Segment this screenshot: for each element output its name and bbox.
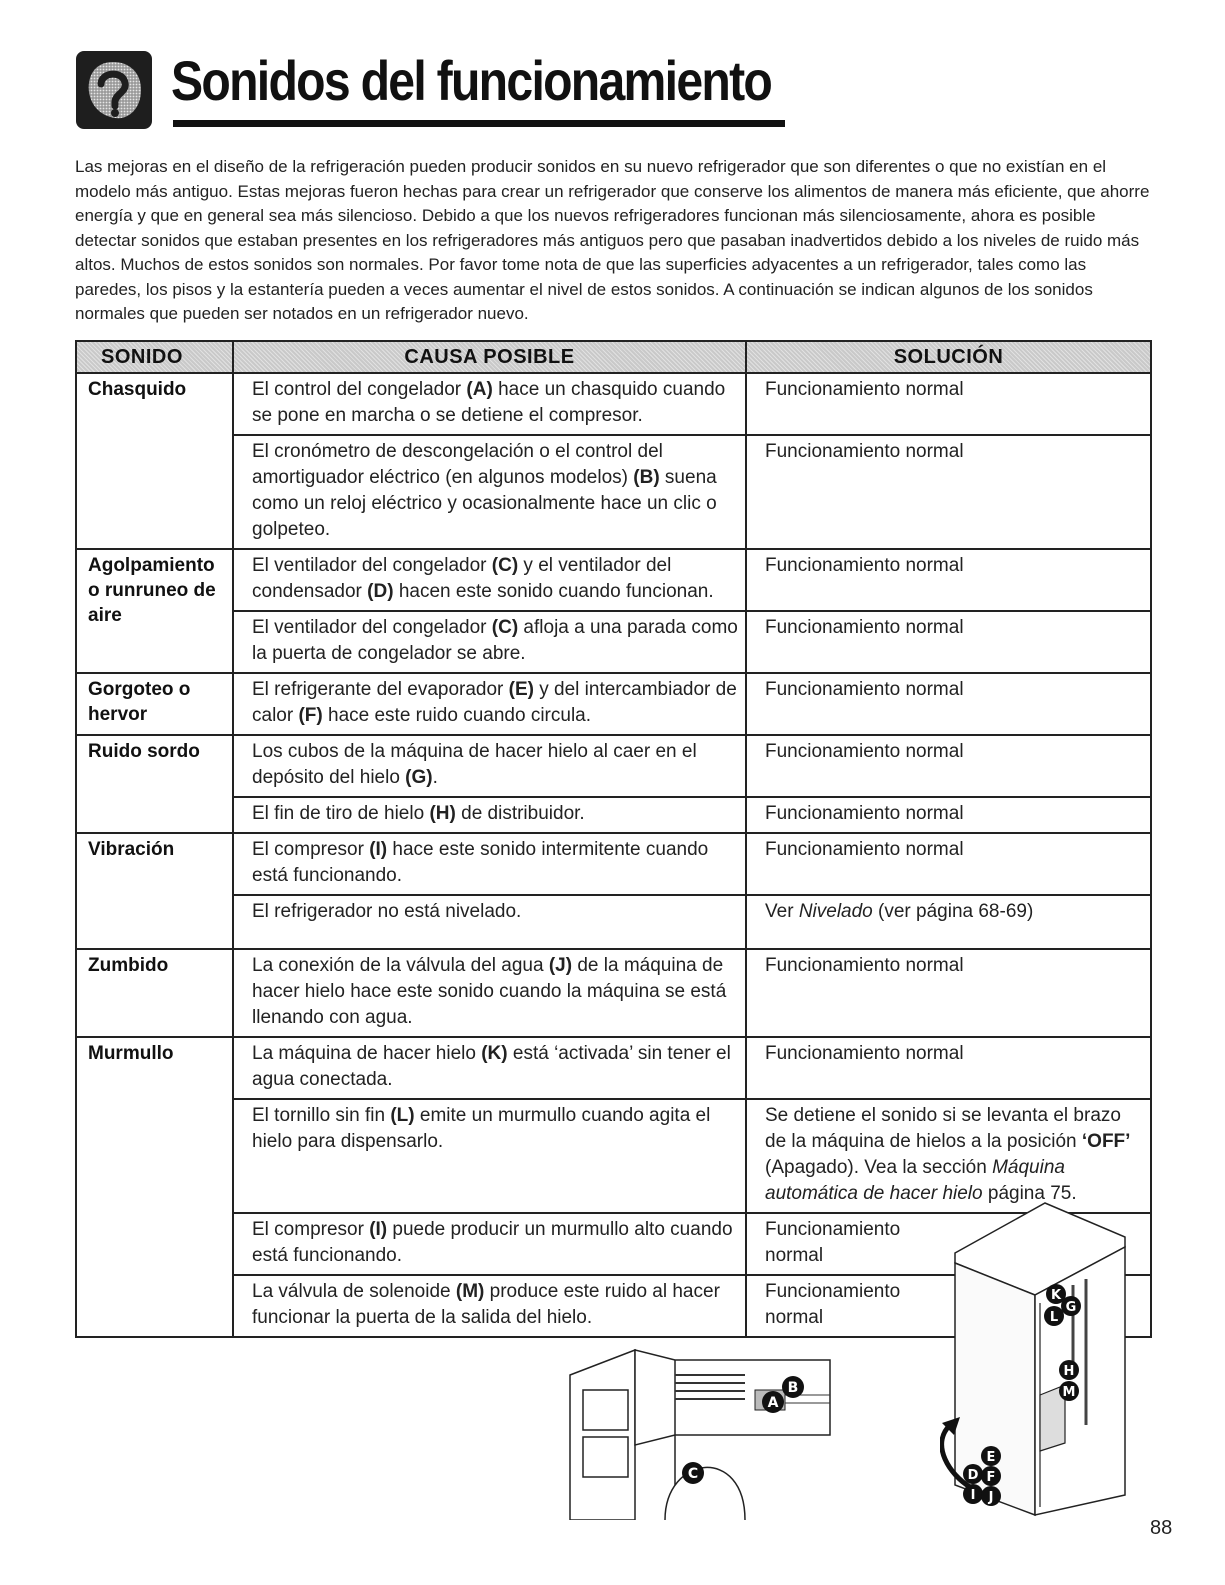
header-sound: SONIDO: [76, 341, 233, 373]
solution-cell: Funcionamiento normal: [746, 949, 1151, 1037]
page-title: Sonidos del funcionamiento: [171, 49, 772, 112]
sound-name: Vibración: [76, 833, 233, 949]
header-cause: CAUSA POSIBLE: [233, 341, 746, 373]
marker-j-icon: [980, 1485, 1002, 1507]
solution-cell: Funcionamiento normal: [746, 735, 1151, 797]
table-row: [76, 833, 1151, 895]
sounds-table: [75, 340, 1152, 1338]
cause-cell: La máquina de hacer hielo (K) está ‘activada’ sin tener el agua conectada.: [233, 1037, 746, 1099]
refrigerator-illustration: [940, 1195, 1140, 1525]
sound-name: Zumbido: [76, 949, 233, 1037]
sound-name: Agolpamiento o runruneo de aire: [76, 549, 233, 673]
cause-cell: El tornillo sin fin (L) emite un murmullo cuando agita el hielo para dispensarlo.: [233, 1099, 746, 1213]
cause-cell: El ventilador del congelador (C) y el ventilador del condensador (D) hacen este sonido cuando funcionan.: [233, 549, 746, 611]
svg-text:I: I: [970, 1488, 976, 1503]
svg-text:A: A: [767, 1395, 779, 1411]
svg-text:M: M: [1062, 1385, 1076, 1400]
solution-cell: Funcionamiento normal: [746, 1213, 1151, 1275]
svg-text:B: B: [787, 1380, 799, 1396]
page-header: [75, 42, 785, 132]
svg-text:E: E: [986, 1450, 996, 1465]
sound-name: Chasquido: [76, 373, 233, 549]
svg-text:J: J: [988, 1490, 994, 1505]
table-header-row: [76, 341, 1151, 373]
svg-text:G: G: [1065, 1300, 1077, 1315]
cause-cell: La conexión de la válvula del agua (J) de la máquina de hacer hielo hace este sonido cuando la máquina se está llenando con agua.: [233, 949, 746, 1037]
solution-cell: Funcionamiento normal: [746, 373, 1151, 435]
table-row: [76, 949, 1151, 1037]
svg-text:D: D: [967, 1468, 979, 1483]
cause-cell: El refrigerador no está nivelado.: [233, 895, 746, 949]
table-row: [76, 735, 1151, 797]
solution-cell: Funcionamiento normal: [746, 1037, 1151, 1099]
table-row: [76, 673, 1151, 735]
intro-paragraph: Las mejoras en el diseño de la refrigeración pueden producir sonidos en su nuevo refrigerador que son diferentes o que no existían en el modelo más antiguo. Estas mejoras fueron hechas para crear un refrigerador que conserve los alimentos de manera más eficiente, que ahorre energía y que en general sea más silencioso. Debido a que los nuevos refrigeradores funcionan más silenciosamente, ahora es posible detectar sonidos que estaban presentes en los refrigeradores más antiguos pero que pasaban inadvertidos debido a los niveles de ruido más altos. Muchos de estos sonidos son normales. Por favor tome nota de que las superficies adyacentes a un refrigerador, tales como las paredes, los pisos y la estantería pueden a veces aumentar el nivel de estos sonidos. A continuación se indican algunos de los sonidos normales que pueden ser notados en un refrigerador nuevo.: [75, 157, 1150, 323]
title-rule: [173, 120, 785, 127]
table-row: [76, 895, 1151, 949]
solution-cell: Funcionamiento normal: [746, 673, 1151, 735]
table-row: [76, 611, 1151, 673]
cause-cell: El ventilador del congelador (C) afloja a una parada como la puerta de congelador se abre.: [233, 611, 746, 673]
marker-m-icon: [1058, 1380, 1080, 1402]
svg-text:C: C: [687, 1466, 699, 1482]
table-row: [76, 549, 1151, 611]
cause-cell: Los cubos de la máquina de hacer hielo al caer en el depósito del hielo (G).: [233, 735, 746, 797]
solution-cell: Funcionamiento normal: [746, 611, 1151, 673]
cause-cell: El control del congelador (A) hace un chasquido cuando se pone en marcha o se detiene el compresor.: [233, 373, 746, 435]
sound-name: Gorgoteo o hervor: [76, 673, 233, 735]
table-row: [76, 373, 1151, 435]
table-row: [76, 797, 1151, 833]
header-solution: SOLUCIÓN: [746, 341, 1151, 373]
cause-cell: La válvula de solenoide (M) produce este ruido al hacer funcionar la puerta de la salida del hielo.: [233, 1275, 746, 1337]
sound-name: Ruido sordo: [76, 735, 233, 833]
marker-h-icon: [1058, 1359, 1080, 1381]
ear-question-icon: [75, 50, 153, 130]
marker-l-icon: [1043, 1305, 1065, 1327]
solution-cell: Se detiene el sonido si se levanta el brazo de la máquina de hielos a la posición ‘OFF’ (Apagado). Vea la sección Máquina automática de hacer hielo página 75.: [746, 1099, 1151, 1213]
marker-c-icon: [681, 1461, 705, 1485]
page-number: 88: [1150, 1517, 1173, 1539]
freezer-door-illustration: [565, 1345, 845, 1520]
table-row: [76, 435, 1151, 549]
svg-text:F: F: [986, 1470, 996, 1485]
solution-cell: Funcionamiento normal: [746, 833, 1151, 895]
svg-text:K: K: [1050, 1288, 1062, 1303]
svg-text:H: H: [1063, 1364, 1075, 1379]
solution-cell: Funcionamiento normal: [746, 797, 1151, 833]
sound-name: Murmullo: [76, 1037, 233, 1337]
cause-cell: El cronómetro de descongelación o el control del amortiguador eléctrico (en algunos modelos) (B) suena como un reloj eléctrico y ocasionalmente hace un clic o golpeteo.: [233, 435, 746, 549]
solution-cell: Ver Nivelado (ver página 68-69): [746, 895, 1151, 949]
marker-b-icon: [781, 1375, 805, 1399]
solution-cell: Funcionamiento normal: [746, 549, 1151, 611]
table-row: [76, 1037, 1151, 1099]
cause-cell: El compresor (I) puede producir un murmullo alto cuando está funcionando.: [233, 1213, 746, 1275]
cause-cell: El refrigerante del evaporador (E) y del intercambiador de calor (F) hace este ruido cuando circula.: [233, 673, 746, 735]
cause-cell: El fin de tiro de hielo (H) de distribuidor.: [233, 797, 746, 833]
cause-cell: El compresor (I) hace este sonido intermitente cuando está funcionando.: [233, 833, 746, 895]
solution-cell: Funcionamiento normal: [746, 1275, 1151, 1337]
solution-cell: Funcionamiento normal: [746, 435, 1151, 549]
svg-text:L: L: [1049, 1310, 1059, 1325]
